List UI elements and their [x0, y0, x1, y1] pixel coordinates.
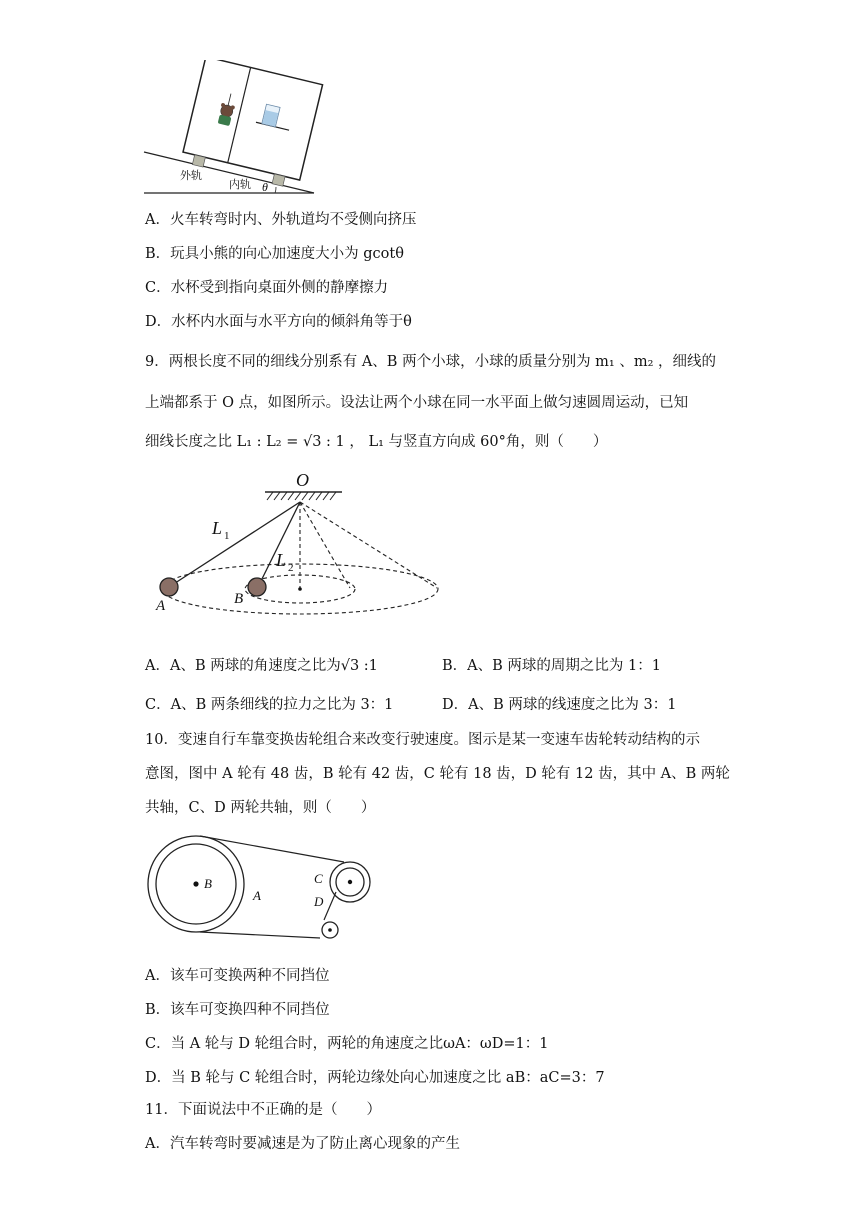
q9-l2-label: L — [276, 550, 287, 570]
q11-option-a: A．汽车转弯时要减速是为了防止离心现象的产生 — [145, 1136, 460, 1152]
q9-option-b: B．A、B 两球的周期之比为 1：1 — [442, 658, 661, 674]
q10-gear-figure — [140, 826, 380, 950]
q9-point-o-label: O — [296, 470, 309, 490]
q8-option-b: B．玩具小熊的向心加速度大小为 gcotθ — [145, 246, 404, 262]
q9-option-c: C．A、B 两条细线的拉力之比为 3：1 — [145, 697, 394, 713]
q10-label-b: B — [204, 876, 212, 891]
q9-option-a: A．A、B 两球的角速度之比为√3 :1 — [145, 658, 378, 674]
q8-angle-label: θ — [262, 180, 268, 194]
q9-l1-subscript: 1 — [224, 530, 230, 542]
q10-label-a: A — [253, 888, 261, 903]
q8-train-figure — [140, 60, 325, 200]
q9-stem-line1: 9．两根长度不同的细线分别系有 A、B 两个小球，小球的质量分别为 m₁ 、m₂ ，细线的 — [145, 354, 717, 370]
q9-ball-a-label: A — [156, 598, 166, 614]
q10-stem-line1: 10．变速自行车靠变换齿轮组合来改变行驶速度。图示是某一变速车齿轮转动结构的示 — [145, 732, 700, 748]
q9-l1-label: L — [212, 518, 223, 538]
q9-ball-b-label: B — [234, 591, 244, 607]
q8-inner-rail-label: 内轨 — [229, 179, 251, 191]
q8-option-d: D．水杯内水面与水平方向的倾斜角等于θ — [145, 314, 412, 330]
q10-option-a: A．该车可变换两种不同挡位 — [145, 968, 330, 984]
q10-label-d: D — [314, 894, 324, 909]
q9-stem-line2: 上端都系于 O 点，如图所示。设法让两个小球在同一水平面上做匀速圆周运动，已知 — [145, 395, 689, 411]
q9-option-d: D．A、B 两球的线速度之比为 3：1 — [442, 697, 677, 713]
q10-label-c: C — [314, 871, 323, 886]
q9-stem-line3: 细线长度之比 L₁ : L₂ = √3 : 1 ， L₁ 与竖直方向成 60°角，则（ ） — [145, 434, 608, 450]
q10-stem-line3: 共轴，C、D 两轮共轴，则（ ） — [145, 800, 376, 816]
q10-option-c: C．当 A 轮与 D 轮组合时，两轮的角速度之比ωA：ωD=1：1 — [145, 1036, 549, 1052]
q8-option-c: C．水杯受到指向桌面外侧的静摩擦力 — [145, 280, 389, 296]
q10-option-b: B．该车可变换四种不同挡位 — [145, 1002, 330, 1018]
q8-option-a: A．火车转弯时内、外轨道均不受侧向挤压 — [145, 212, 417, 228]
q8-outer-rail-label: 外轨 — [180, 170, 202, 182]
q11-stem: 11．下面说法中不正确的是（ ） — [145, 1102, 381, 1118]
q10-option-d: D．当 B 轮与 C 轮组合时，两轮边缘处向心加速度之比 aB：aC=3：7 — [145, 1070, 605, 1086]
q9-l2-subscript: 2 — [288, 562, 294, 574]
q10-stem-line2: 意图，图中 A 轮有 48 齿，B 轮有 42 齿，C 轮有 18 齿，D 轮有 12 齿，其中 A、B 两轮 — [145, 766, 730, 782]
q9-pendulum-figure — [150, 462, 450, 622]
